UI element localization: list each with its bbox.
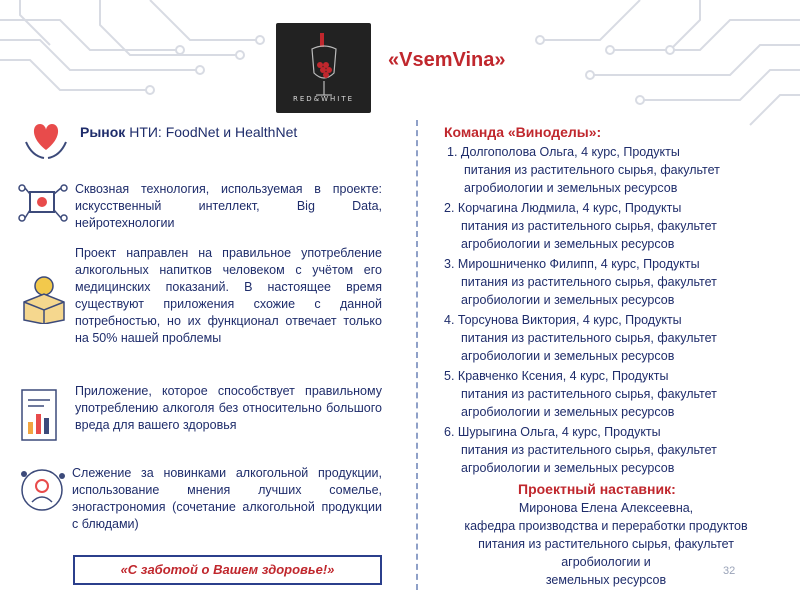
- member-course: , 4 курс, Продукты: [574, 145, 680, 159]
- member-line3: агробиологии и земельных ресурсов: [461, 237, 675, 251]
- motto-box: «С заботой о Вашем здоровье!»: [73, 555, 382, 585]
- logo-brand-text: RED&WHITE: [292, 95, 355, 103]
- team-member: [444, 199, 717, 253]
- member-line2: питания из растительного сырья, факультет: [464, 163, 720, 177]
- mentor-title: Проектный наставник:: [518, 481, 676, 497]
- member-line3: агробиологии и земельных ресурсов: [461, 293, 675, 307]
- member-line2: питания из растительного сырья, факультет: [461, 219, 717, 233]
- market-text: НТИ: FoodNet и HealthNet: [129, 124, 298, 140]
- mentor-line1: кафедра производства и переработки продуктов: [464, 519, 748, 533]
- team-member: [444, 423, 717, 477]
- member-line3: агробиологии и земельных ресурсов: [461, 405, 675, 419]
- network-tech-icon: [18, 180, 70, 228]
- member-line2: питания из растительного сырья, факультет: [461, 387, 717, 401]
- team-member: [444, 367, 717, 421]
- mentor-name: Миронова Елена Алексеевна,: [518, 501, 694, 515]
- member-name: Корчагина Людмила: [457, 201, 576, 215]
- app-purpose-block: Приложение, которое способствует правильному употреблению алкоголя без относительно большого вреда для вашего здоровья: [75, 384, 382, 432]
- member-line2: питания из растительного сырья, факультет: [461, 443, 717, 457]
- mentor-line4: земельных ресурсов: [545, 573, 667, 587]
- member-course: , 4 курс, Продукты: [593, 257, 700, 271]
- page-title: «VsemVina»: [388, 49, 506, 71]
- mentor-line2: питания из растительного сырья, факультет: [478, 537, 734, 551]
- mentor-line3: агробиологии и: [561, 555, 651, 569]
- member-number: 4.: [444, 313, 455, 327]
- member-name: Долгополова Ольга: [460, 145, 575, 159]
- member-course: , 4 курс, Продукты: [575, 201, 682, 215]
- member-name: Кравченко Ксения: [457, 369, 563, 383]
- team-member: [444, 255, 717, 309]
- member-name: Торсунова Виктория: [457, 313, 576, 327]
- member-name: Мирошниченко Филипп: [457, 257, 594, 271]
- member-course: , 4 курс, Продукты: [554, 425, 661, 439]
- member-line3: агробиологии и земельных ресурсов: [464, 181, 678, 195]
- member-line2: питания из растительного сырья, факультет: [461, 331, 717, 345]
- project-goal-block: Проект направлен на правильное употребление алкогольных напитков человеком с учётом его медицинских показаний. В настоящее время существуют приложения схожие с данной потребностью, но их функционал отвечает только на 50% нашей проблемы: [75, 246, 382, 345]
- heart-hands-icon: [22, 112, 70, 160]
- member-number: 2.: [444, 201, 455, 215]
- wine-glass-icon: [276, 23, 371, 103]
- member-number: 5.: [444, 369, 455, 383]
- page-number: 32: [723, 565, 736, 577]
- member-number: 1.: [447, 145, 458, 159]
- member-number: 6.: [444, 425, 455, 439]
- idea-box-icon: [18, 272, 70, 324]
- technology-block: Сквозная технология, используемая в проекте: искусственный интеллект, Big Data, нейротехнологии: [75, 182, 382, 230]
- analytics-chart-icon: [20, 388, 60, 444]
- settings-person-icon: [18, 466, 68, 514]
- red-white-logo: [276, 23, 371, 113]
- team-title: Команда «Виноделы»:: [444, 124, 602, 140]
- team-member: [444, 311, 717, 365]
- features-block: Слежение за новинками алкогольной продукции, использование мнения лучших сомелье, эногастрономия (сочетание алкогольной продукции с блюдами): [72, 466, 382, 531]
- member-name: Шурыгина Ольга: [457, 425, 555, 439]
- member-line3: агробиологии и земельных ресурсов: [461, 349, 675, 363]
- market-label: Рынок: [80, 124, 126, 140]
- market-line: [80, 124, 297, 140]
- member-number: 3.: [444, 257, 455, 271]
- member-course: , 4 курс, Продукты: [562, 369, 669, 383]
- member-line3: агробиологии и земельных ресурсов: [461, 461, 675, 475]
- member-course: , 4 курс, Продукты: [575, 313, 682, 327]
- member-line2: питания из растительного сырья, факультет: [461, 275, 717, 289]
- column-divider: [416, 120, 418, 590]
- team-member: [447, 143, 720, 197]
